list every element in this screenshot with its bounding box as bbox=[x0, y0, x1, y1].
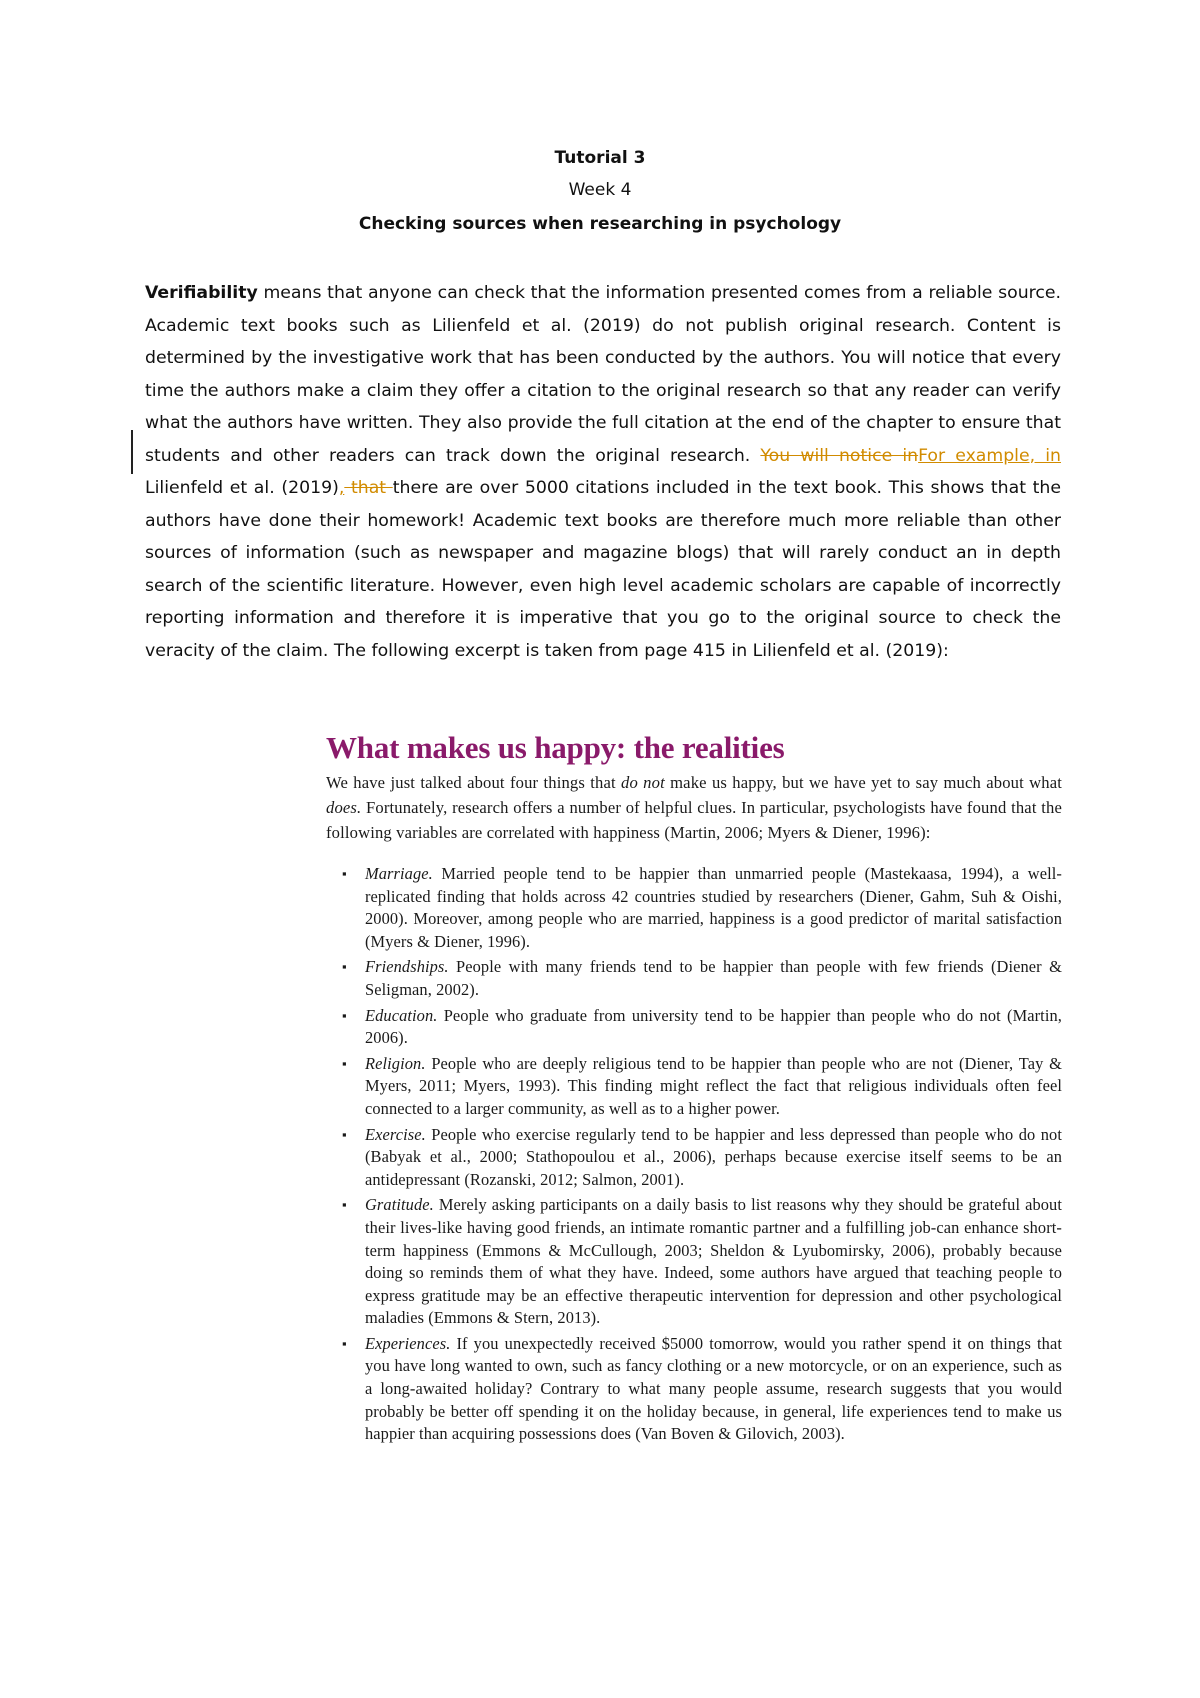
item-term: Education. bbox=[365, 1005, 438, 1025]
textbook-excerpt bbox=[326, 730, 1062, 1449]
body-text-part2: Lilienfeld et al. (2019) bbox=[145, 478, 339, 498]
item-text: People who are deeply religious tend to be happier than people who are not (Diener, Tay & Myers, 2011; Myers, 1993). This finding might reflect the fact that religious individuals often feel connected to a larger community, as well as to a higher power. bbox=[365, 1053, 1062, 1118]
list-item bbox=[326, 956, 1062, 1001]
item-text: If you unexpectedly received $5000 tomorrow, would you rather spend it on things that you have long wanted to own, such as fancy clothing or a new motorcycle, or on an experience, such as a long-awaited holiday? Contrary to what many people assume, research suggests that you would probably be better off spending it on the holiday because, in general, life experiences tend to make us happier than acquiring possessions does (Van Boven & Gilovich, 2003). bbox=[365, 1333, 1062, 1444]
bullet-icon: ▪ bbox=[342, 1007, 347, 1023]
term-verifiability: Verifiability bbox=[145, 283, 258, 303]
bullet-icon: ▪ bbox=[342, 959, 347, 975]
list-item bbox=[326, 1333, 1062, 1446]
item-text: Married people tend to be happier than unmarried people (Mastekaasa, 1994), a well-replicated finding that holds across 42 countries studied by researchers (Diener, Gahm, Suh & Oishi, 2000). Moreover, among people who are married, happiness is a good predictor of marital satisfaction (Myers & Diener, 1996). bbox=[365, 864, 1062, 951]
item-text: People who exercise regularly tend to be happier and less depressed than people who do not (Babyak et al., 2000; Stathopoulou et al., 2006), perhaps because exercise itself seems to be an antidepressant (Rozanski, 2012; Salmon, 2001). bbox=[365, 1124, 1062, 1189]
item-text: People with many friends tend to be happier than people with few friends (Diener & Seligman, 2002). bbox=[365, 957, 1062, 999]
body-text-part1: means that anyone can check that the information presented comes from a reliable source. Academic text books such as Lilienfeld et al. (2019) do not publish original research. Content is determined by the investigative work that has been conducted by the authors. You will notice that every time the authors make a claim they offer a citation to the original research so that any reader can verify what the authors have written. They also provide the full citation at the end of the chapter to ensure that students and other readers can track down the original research. bbox=[145, 283, 1061, 466]
intro-a: We have just talked about four things that bbox=[326, 773, 621, 792]
bullet-icon: ▪ bbox=[342, 866, 347, 881]
bullet-icon: ▪ bbox=[342, 1335, 347, 1351]
item-term: Gratitude. bbox=[365, 1195, 434, 1215]
item-term: Religion. bbox=[365, 1053, 426, 1073]
item-term: Friendships. bbox=[365, 957, 449, 977]
deleted-text[interactable]: You will notice in bbox=[760, 445, 919, 466]
body-text-part3: there are over 5000 citations included in the text book. This shows that the authors have done their homework! Academic text books are therefore much more reliable than other sources of information (such as newspaper and magazine blogs) that will rarely conduct an in depth search of the scientific literature. However, even high level academic scholars are capable of incorrectly reporting information and therefore it is imperative that you go to the original source to check the veracity of the claim. The following excerpt is taken from page 415 in Lilienfeld et al. (2019): bbox=[145, 478, 1061, 661]
item-term: Marriage. bbox=[365, 864, 433, 883]
intro-emphasis-do-not: do not bbox=[621, 773, 665, 792]
tutorial-title: Tutorial 3 bbox=[554, 148, 646, 168]
bullet-icon: ▪ bbox=[342, 1126, 347, 1142]
intro-emphasis-does: does. bbox=[326, 798, 362, 817]
item-term: Experiences. bbox=[365, 1333, 451, 1353]
bullet-icon: ▪ bbox=[342, 1055, 347, 1071]
topic-heading: Checking sources when researching in psychology bbox=[358, 214, 842, 234]
list-item bbox=[326, 1005, 1062, 1050]
list-item bbox=[326, 1194, 1062, 1330]
excerpt-title: What makes us happy: the realities bbox=[326, 730, 785, 765]
intro-b: make us happy, but we have yet to say much about what bbox=[664, 773, 1062, 792]
item-term: Exercise. bbox=[365, 1124, 426, 1144]
item-text: Merely asking participants on a daily basis to list reasons why they should be grateful about their lives-like having good friends, an intimate romantic partner and a fulfilling job-can enhance short-term happiness (Emmons & McCullough, 2003; Sheldon & Lyubomirsky, 2006), probably because doing so reminds them of what they have. Indeed, some authors have argued that teaching people to express gratitude may be an effective therapeutic intervention for depression and other psychological maladies (Emmons & Stern, 2013). bbox=[365, 1195, 1062, 1328]
body-paragraph bbox=[145, 277, 1061, 667]
inserted-comma[interactable]: , bbox=[338, 478, 345, 498]
tracked-change-bar bbox=[131, 430, 133, 474]
week-label: Week 4 bbox=[568, 180, 632, 200]
list-item bbox=[326, 1053, 1062, 1121]
inserted-text[interactable]: For example, in bbox=[918, 445, 1061, 466]
list-item bbox=[326, 863, 1062, 953]
deleted-that[interactable]: that bbox=[344, 478, 393, 498]
bullet-icon: ▪ bbox=[342, 1197, 347, 1213]
excerpt-intro bbox=[326, 770, 1062, 845]
item-text: People who graduate from university tend to be happier than people who do not (Martin, 2006). bbox=[365, 1005, 1062, 1048]
list-item bbox=[326, 1124, 1062, 1192]
happiness-factors-list bbox=[326, 863, 1062, 1446]
intro-c: Fortunately, research offers a number of helpful clues. In particular, psychologists have found that the following variables are correlated with happiness (Martin, 2006; Myers & Diener, 1996): bbox=[326, 798, 1062, 842]
